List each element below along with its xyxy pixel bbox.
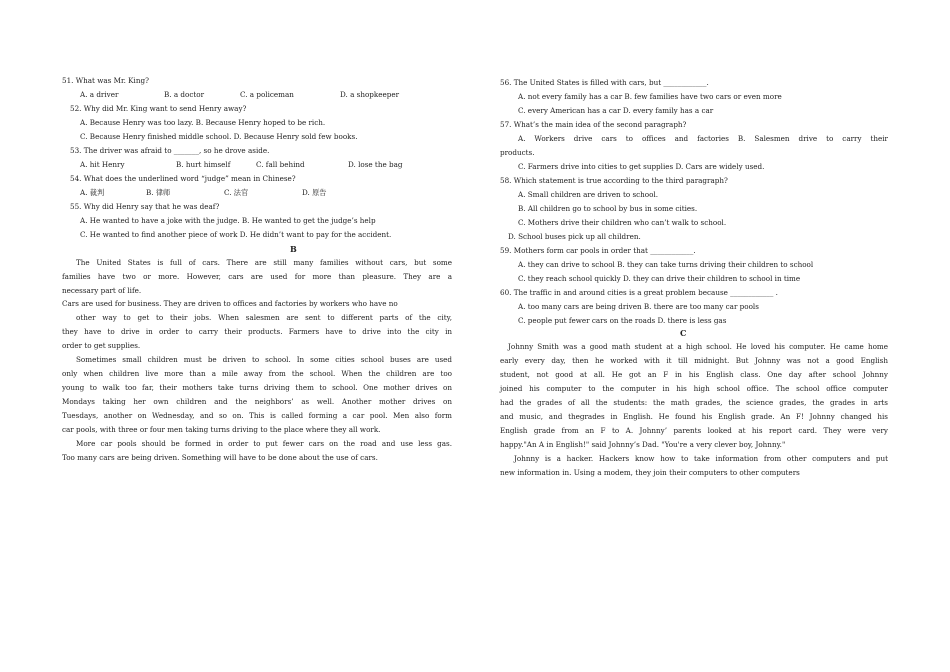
q57-options-ab: A. Workers drive cars to offices and factories B. Salesmen drive to carry their [518, 134, 888, 143]
q52-options-cd: C. Because Henry finished middle school. D. Because Henry sold few books. [80, 132, 358, 141]
passage-b-line: young to walk too far, their mothers take turns driving them to school. One mother drives on [62, 383, 452, 392]
passage-c-line: new information in. Using a modem, they join their computers to other computers [500, 468, 800, 477]
q56-options-ab: A. not every family has a car B. few families have two cars or even more [518, 92, 782, 101]
q56-options-cd: C. every American has a car D. every family has a car [518, 106, 714, 115]
q53-option-d: D. lose the bag [348, 160, 403, 169]
q54-option-a: A. 裁判 [80, 188, 105, 197]
q55-stem: 55. Why did Henry say that he was deaf? [70, 202, 220, 211]
passage-b-line: Mondays taking her own children and the neighbors’ as well. Another mother drives on [62, 397, 452, 406]
q51-option-d: D. a shopkeeper [340, 90, 400, 99]
q55-options-ab: A. He wanted to have a joke with the judge. B. He wanted to get the judge’s help [80, 216, 376, 225]
passage-c-line: early every day, then he worked with it till midnight. But Johnny was not a good English [500, 356, 888, 365]
q57-options-ab-cont: products. [500, 148, 535, 157]
q54-option-d: D. 原告 [302, 188, 327, 197]
q60-options-ab: A. too many cars are being driven B. there are too many car pools [518, 302, 759, 311]
q58-option-d: D. School buses pick up all children. [508, 232, 641, 241]
q52-options-ab: A. Because Henry was too lazy. B. Because Henry hoped to be rich. [80, 118, 326, 127]
passage-c-line: had the grades of all the students: the math grades, the science grades, the grades in arts [500, 398, 888, 407]
q57-stem: 57. What’s the main idea of the second paragraph? [500, 120, 687, 129]
q53-option-b: B. hurt himself [176, 160, 231, 169]
q53-stem: 53. The driver was afraid to _______, so he drove aside. [70, 146, 270, 155]
passage-c-line: Johnny Smith was a good math student at a high school. He loved his computer. He came home [508, 342, 888, 351]
q53-option-c: C. fall behind [256, 160, 305, 169]
q59-stem: 59. Mothers form car pools in order that ____________. [500, 246, 696, 255]
q59-options-cd: C. they reach school quickly D. they can drive their children to school in time [518, 274, 801, 283]
q51-option-b: B. a doctor [164, 90, 205, 99]
passage-b-line: Tuesdays, another on Wednesday, and so on. This is called forming a car pool. Men also form [62, 411, 452, 420]
passage-c-line: student, not good at all. He got an F in his English class. One day after school Johnny [500, 370, 888, 379]
passage-c-line: joined his computer to the computer in his high school office. The school office computer [500, 384, 888, 393]
passage-b-line: Sometimes small children must be driven to school. In some cities school buses are used [76, 355, 452, 364]
q54-stem: 54. What does the underlined word “judge” mean in Chinese? [70, 174, 296, 183]
passage-c-line: English grade from an F to A. Johnny’ parents looked at his report card. They were very [500, 426, 888, 435]
q60-options-cd: C. people put fewer cars on the roads D. there is less gas [518, 316, 727, 325]
q59-options-ab: A. they can drive to school B. they can take turns driving their children to school [518, 260, 814, 269]
passage-b-line: other way to get to their jobs. When salesmen are sent to different parts of the city, [76, 313, 452, 322]
passage-b-line: families have two or more. However, cars are used for more than pleasure. They are a [62, 272, 452, 281]
passage-c-line: happy."An A in English!" said Johnny’s Dad. "You're a very clever boy, Johnny." [500, 440, 786, 449]
passage-b-line: they have to drive in order to carry their products. Farmers have to drive into the city in [62, 327, 452, 336]
section-b-heading: B [290, 244, 297, 254]
q58-option-b: B. All children go to school by bus in some cities. [518, 204, 698, 213]
q51-option-c: C. a policeman [240, 90, 294, 99]
passage-b-line: only when children live more than a mile away from the school. When the children are too [62, 369, 452, 378]
passage-b-line: necessary part of life. [62, 286, 142, 295]
q52-stem: 52. Why did Mr. King want to send Henry away? [70, 104, 247, 113]
q58-option-c: C. Mothers drive their children who can’t walk to school. [518, 218, 727, 227]
q51-option-a: A. a driver [80, 90, 119, 99]
passage-b-line: Too many cars are being driven. Something will have to be done about the use of cars. [62, 453, 378, 462]
passage-b-line: Cars are used for business. They are driven to offices and factories by workers who have no [62, 299, 398, 308]
q58-option-a: A. Small children are driven to school. [518, 190, 659, 199]
passage-b-line: car pools, with three or four men taking turns driving to the place where they all work. [62, 425, 381, 434]
passage-b-line: order to get supplies. [62, 341, 141, 350]
q54-option-c: C. 法官 [224, 188, 249, 197]
q53-option-a: A. hit Henry [80, 160, 125, 169]
passage-b-line: The United States is full of cars. There are still many families without cars, but some [76, 258, 452, 267]
q57-options-cd: C. Farmers drive into cities to get supplies D. Cars are widely used. [518, 162, 765, 171]
q60-stem: 60. The traffic in and around cities is a great problem because ____________ . [500, 288, 778, 297]
passage-b-line: More car pools should be formed in order to put fewer cars on the road and use less gas. [76, 439, 452, 448]
passage-c-line: Johnny is a hacker. Hackers know how to take information from other computers and put [514, 454, 888, 463]
q54-option-b: B. 律师 [146, 188, 171, 197]
passage-c-line: and music, and thegrades in English. He found his English grade. An F! Johnny changed his [500, 412, 888, 421]
q55-options-cd: C. He wanted to find another piece of work D. He didn’t want to pay for the accident. [80, 230, 392, 239]
section-c-heading: C [680, 328, 687, 338]
q58-stem: 58. Which statement is true according to the third paragraph? [500, 176, 728, 185]
q56-stem: 56. The United States is filled with cars, but ____________. [500, 78, 709, 87]
q51-stem: 51. What was Mr. King? [62, 76, 149, 85]
